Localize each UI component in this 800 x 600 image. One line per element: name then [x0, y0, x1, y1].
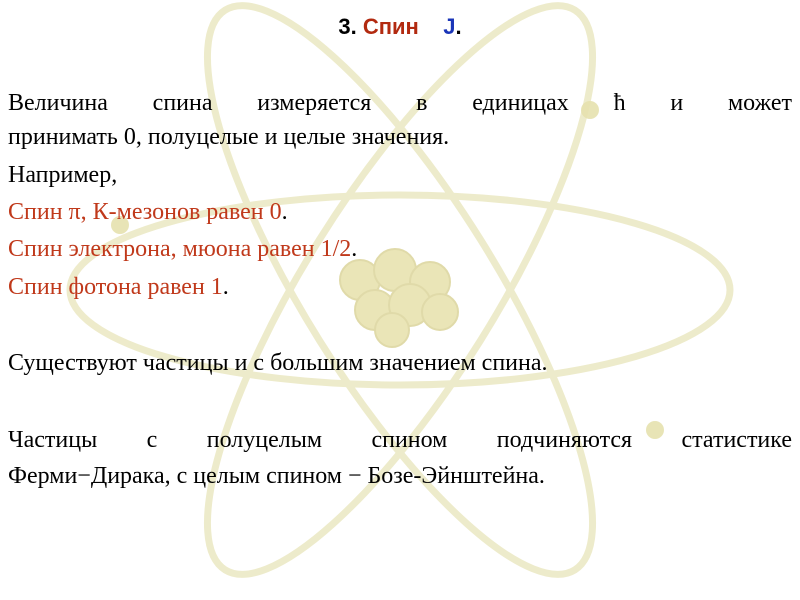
example-intro: Например, — [8, 162, 118, 188]
example-3-end: . — [222, 274, 229, 300]
example-2-end: . — [351, 236, 358, 262]
paragraph1-line1: Величина спина измеряется в единицах ħ и может — [8, 90, 792, 116]
title-trailing: . — [455, 14, 462, 39]
paragraph3-line2: Ферми−Дирака, с целым спином − Бозе-Эйнштейна. — [8, 463, 545, 489]
slide-title — [0, 14, 800, 40]
example-line-1 — [8, 197, 792, 227]
paragraph2: Существуют частицы и с большим значением спина. — [8, 350, 548, 376]
title-number: 3. — [338, 14, 357, 39]
example-2-text: Спин электрона, мюона равен 1/2 — [8, 236, 352, 262]
example-3-text: Спин фотона равен 1 — [8, 274, 223, 300]
title-word: Спин — [362, 14, 419, 39]
paragraph3-line1: Частицы с полуцелым спином подчиняются статистике — [8, 427, 792, 453]
example-1-text: Спин π, К-мезонов равен 0 — [8, 199, 282, 225]
paragraph1-line2: принимать 0, полуцелые и целые значения. — [8, 124, 450, 150]
example-line-3 — [8, 272, 792, 302]
title-symbol: J — [443, 14, 456, 39]
example-line-2 — [8, 234, 792, 264]
example-1-end: . — [281, 199, 288, 225]
